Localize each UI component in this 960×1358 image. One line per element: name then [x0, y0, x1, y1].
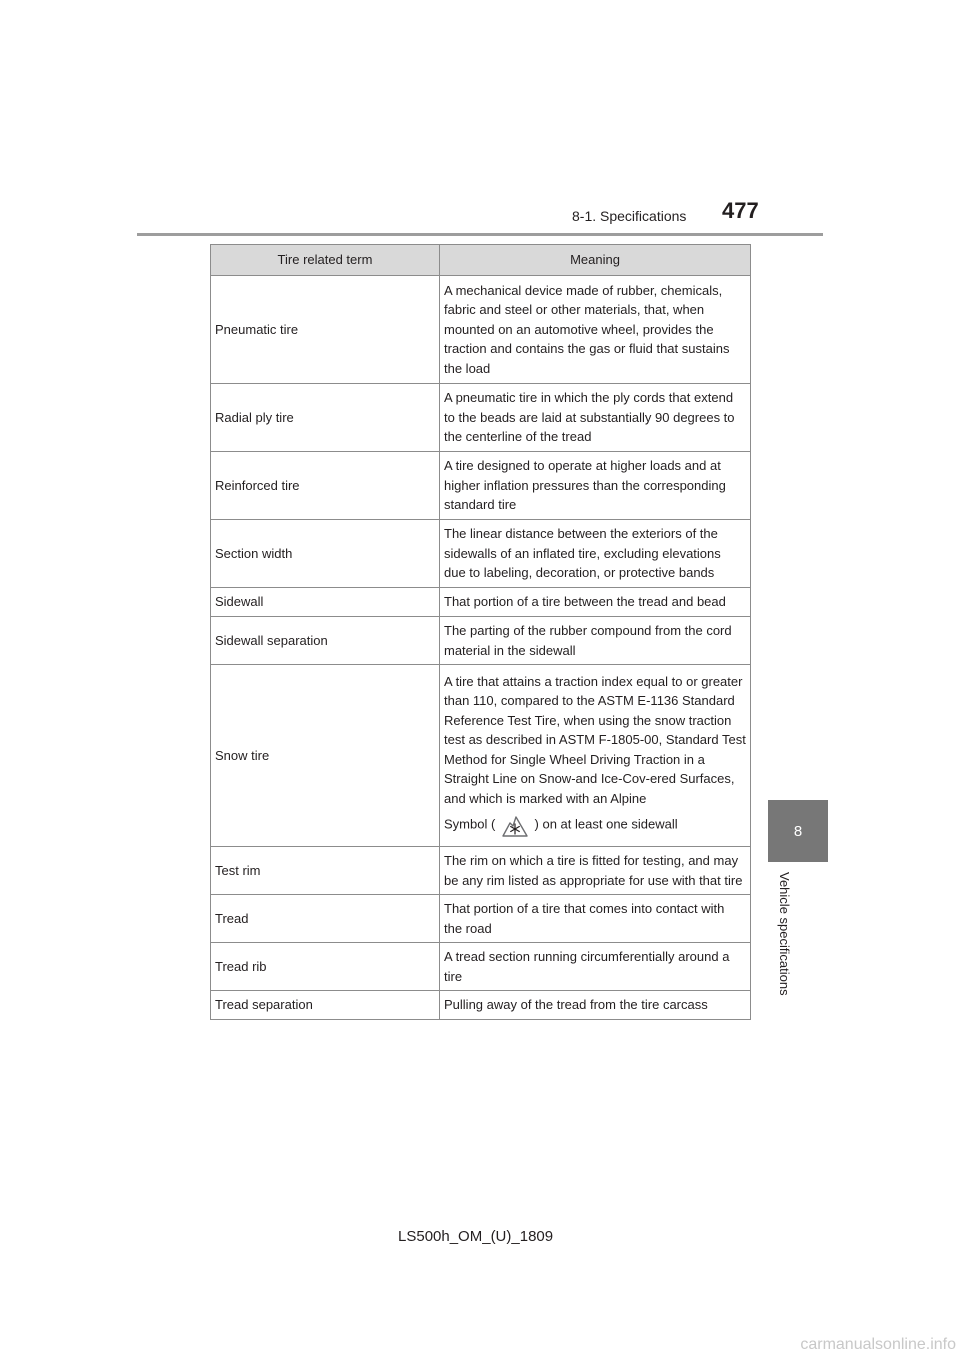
- term-cell: Tread: [211, 895, 440, 943]
- meaning-cell: That portion of a tire between the tread and bead: [440, 588, 751, 617]
- meaning-cell: A mechanical device made of rubber, chemicals, fabric and steel or other materials, that, when mounted on an automotive wheel, provides the traction and contains the gas or fluid that sustains the load: [440, 276, 751, 384]
- meaning-cell: The parting of the rubber compound from the cord material in the sidewall: [440, 617, 751, 665]
- table-row: [211, 943, 751, 991]
- table-row: [211, 384, 751, 452]
- table-row: [211, 895, 751, 943]
- term-cell: Sidewall: [211, 588, 440, 617]
- meaning-cell: The rim on which a tire is fitted for testing, and may be any rim listed as appropriate for use with that tire: [440, 847, 751, 895]
- term-cell: Sidewall separation: [211, 617, 440, 665]
- term-cell: Tread rib: [211, 943, 440, 991]
- meaning-cell: A tire designed to operate at higher loads and at higher inflation pressures than the corresponding standard tire: [440, 452, 751, 520]
- alpine-symbol-line: [444, 811, 746, 839]
- section-title: 8-1. Specifications: [572, 208, 687, 224]
- term-cell: Radial ply tire: [211, 384, 440, 452]
- meaning-cell: Pulling away of the tread from the tire carcass: [440, 991, 751, 1020]
- meaning-cell: The linear distance between the exteriors of the sidewalls of an inflated tire, excluding elevations due to labeling, decoration, or protective bands: [440, 520, 751, 588]
- snow-tire-definition: A tire that attains a traction index equal to or greater than 110, compared to the ASTM E-1136 Standard Reference Test Tire, when using the snow traction test as described in ASTM F-1805-00, Standard Test Method for Single Wheel Driving Traction in a Straight Line on Snow-and Ice-Cov-ered Surfaces, and which is marked with an Alpine: [444, 674, 746, 806]
- meaning-cell: [440, 665, 751, 847]
- table-row: [211, 617, 751, 665]
- chapter-tab: [768, 800, 828, 862]
- table-row: [211, 452, 751, 520]
- table-header-row: [211, 245, 751, 276]
- chapter-title: Vehicle specifications: [777, 872, 792, 996]
- table-row: [211, 588, 751, 617]
- term-cell: Test rim: [211, 847, 440, 895]
- term-cell: Pneumatic tire: [211, 276, 440, 384]
- tire-terms-table: [210, 244, 751, 1020]
- term-cell: Snow tire: [211, 665, 440, 847]
- alpine-snowflake-icon: [501, 811, 529, 839]
- meaning-cell: A tread section running circumferentially around a tire: [440, 943, 751, 991]
- term-cell: Tread separation: [211, 991, 440, 1020]
- header-term: Tire related term: [211, 245, 440, 276]
- table-row: [211, 991, 751, 1020]
- table-row: [211, 847, 751, 895]
- document-code: LS500h_OM_(U)_1809: [398, 1228, 554, 1245]
- symbol-text-before: Symbol (: [444, 816, 496, 832]
- meaning-cell: That portion of a tire that comes into contact with the road: [440, 895, 751, 943]
- table-row: [211, 520, 751, 588]
- symbol-text-after: ) on at least one sidewall: [534, 816, 678, 832]
- meaning-cell: A pneumatic tire in which the ply cords that extend to the beads are laid at substantially 90 degrees to the centerline of the tread: [440, 384, 751, 452]
- header-meaning: Meaning: [440, 245, 751, 276]
- watermark: carmanualsonline.info: [800, 1336, 956, 1353]
- header-rule: [137, 233, 823, 236]
- table-row: [211, 665, 751, 847]
- page-number: 477: [722, 198, 759, 223]
- term-cell: Reinforced tire: [211, 452, 440, 520]
- table-row: [211, 276, 751, 384]
- chapter-number: 8: [793, 822, 803, 840]
- term-cell: Section width: [211, 520, 440, 588]
